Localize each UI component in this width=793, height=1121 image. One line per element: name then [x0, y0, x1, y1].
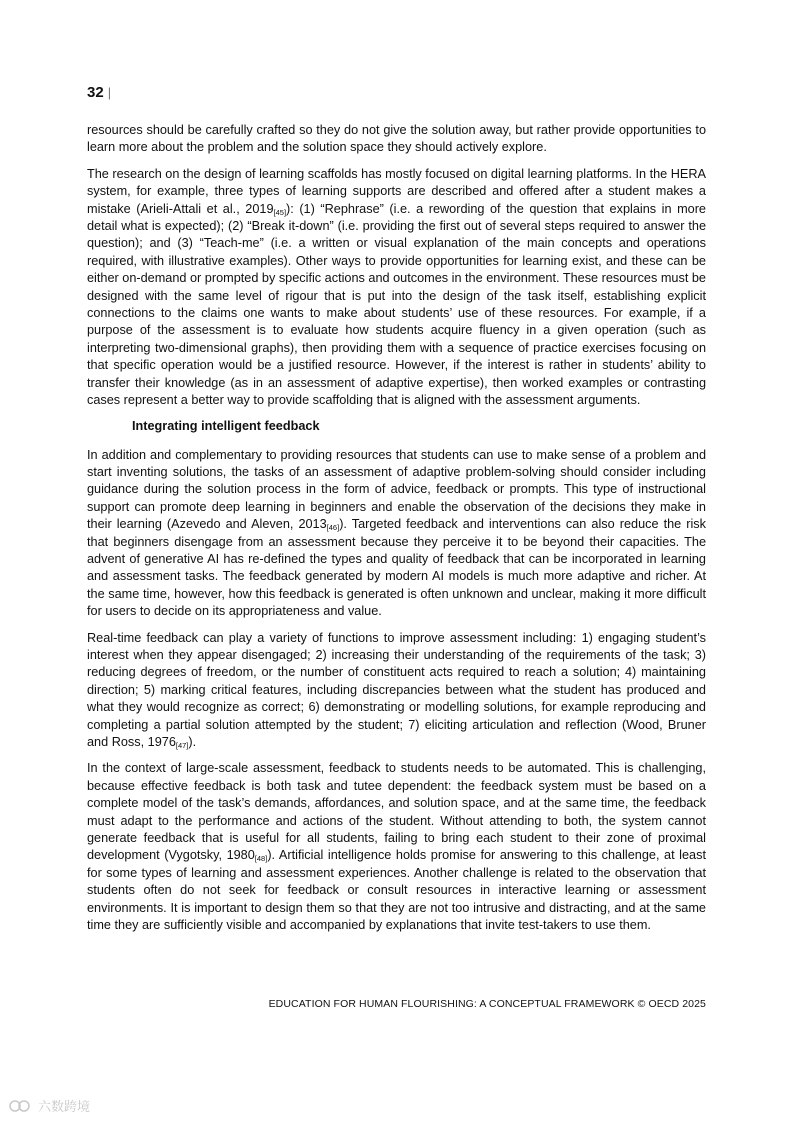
page-number-separator: | [107, 85, 112, 100]
paragraph-realtime-feedback [87, 630, 706, 752]
paragraph-text: The research on the design of learning scaffolds has mostly focused on digital learning platforms. In the HERA system, for example, three types of learning supports are described and offered after a student makes a mistake (Arieli-Attali et al., 2019 [87, 166, 706, 216]
paragraph-text: In the context of large-scale assessment, feedback to students needs to be automated. This is challenging, because effective feedback is both task and tutee dependent: the feedback system must be based on a complete model of the task’s demands, affordances, and solution space, and at the same time, the feedback must adapt to the performance and actions of the student. Without attending to both, the system cannot generate feedback that is useful for all students, failing to bring each student to their zone of proximal development (Vygotsky, 1980 [87, 761, 706, 863]
paragraph-large-scale [87, 760, 706, 934]
paragraph-text: ). Targeted feedback and interventions can also reduce the risk that beginners disengage from an assessment because they perceive it to be beyond their capacities. The advent of generative AI has re-defined the types and quality of feedback that can be incorporated in learning and assessment tasks. The feedback generated by modern AI models is much more adaptive and richer. At the same time, however, how this feedback is generated is often unknown and unclear, making it more difficult for users to decide on its appropriateness and value. [87, 517, 706, 619]
citation-ref[interactable]: [48] [254, 854, 268, 864]
paragraph-guidance [87, 447, 706, 621]
section-heading: Integrating intelligent feedback [132, 418, 320, 433]
page-number [87, 84, 111, 101]
paragraph-text: ): (1) “Rephrase” (i.e. a rewording of the question that explains in more detail what is expected); (2) “Break it-down” (i.e. providing the first out of several steps required to answer the question); and (3) “Teach-me” (i.e. a written or visual explanation of the main concepts and operations required, with illustrative examples). Other ways to provide opportunities for learning exist, and these can be either on-demand or prompted by specific actions and outcomes in the environment. These resources must be designed with the same level of rigour that is put into the design of the task itself, establishing explicit connections to the claims one wants to make about students’ use of these resources. For example, if a purpose of the assessment is to evaluate how students acquire fluency in a given operation (such as interpreting two-dimensional graphs), then providing them with a sequence of practice exercises focusing on that specific operation would be a justified resource. However, if the interest is rather in students’ ability to transfer their knowledge (as in an assessment of adaptive expertise), then worked examples or contrasting cases represent a better way to provide scaffolding that is aligned with the assessment arguments. [87, 201, 706, 408]
paragraph-text: Real-time feedback can play a variety of functions to improve assessment including: 1) engaging student’s interest when they appear disengaged; 2) increasing their understanding of the requirements of the task; 3) reducing degrees of freedom, or the number of constituent acts required to reach a solution; 4) maintaining direction; 5) marking critical features, including discrepancies between what the student has produced and what they would recognize as correct; 6) demonstrating or modelling solutions, for example reproducing and completing a partial solution attempted by the student; 7) eliciting articulation and reflection (Wood, Bruner and Ross, 1976 [87, 630, 706, 749]
paragraph-text: ). [188, 735, 197, 749]
page-number-value: 32 [87, 84, 104, 101]
paragraph-scaffolds [87, 166, 706, 410]
paragraph-text: resources should be carefully crafted so they do not give the solution away, but rather provide opportunities to learn more about the problem and the solution space they should actively explore. [87, 123, 706, 155]
body-text [87, 122, 706, 943]
page-footer: EDUCATION FOR HUMAN FLOURISHING: A CONCEPTUAL FRAMEWORK © OECD 2025 [268, 998, 706, 1010]
watermark-text: 六数跨境 [38, 1099, 91, 1114]
paragraph-text: In addition and complementary to providing resources that students can use to make sense of a problem and start inventing solutions, the tasks of an assessment of adaptive problem-solving should consider including guidance during the solution process in the form of advice, feedback or prompts. This type of instructional support can promote deep learning in beginners and enable the observation of the decisions they make in their learning (Azevedo and Aleven, 2013 [87, 447, 706, 532]
citation-ref[interactable]: [45] [273, 207, 287, 217]
watermark-logo-icon [8, 1098, 34, 1114]
citation-ref[interactable]: [46] [326, 523, 340, 533]
watermark [8, 1096, 90, 1115]
paragraph-text: ). Artificial intelligence holds promise for answering to this challenge, at least for some types of learning and assessment experiences. Another challenge is related to the observation that students often do not seek for feedback or consult resources in interactive learning or assessment environments. It is important to design them so that they are not too intrusive and distracting, and at the same time they are sufficiently visible and accompanied by explanations that invite test-takers to use them. [87, 848, 706, 933]
citation-ref[interactable]: [47] [175, 741, 189, 750]
paragraph-intro [87, 122, 706, 157]
